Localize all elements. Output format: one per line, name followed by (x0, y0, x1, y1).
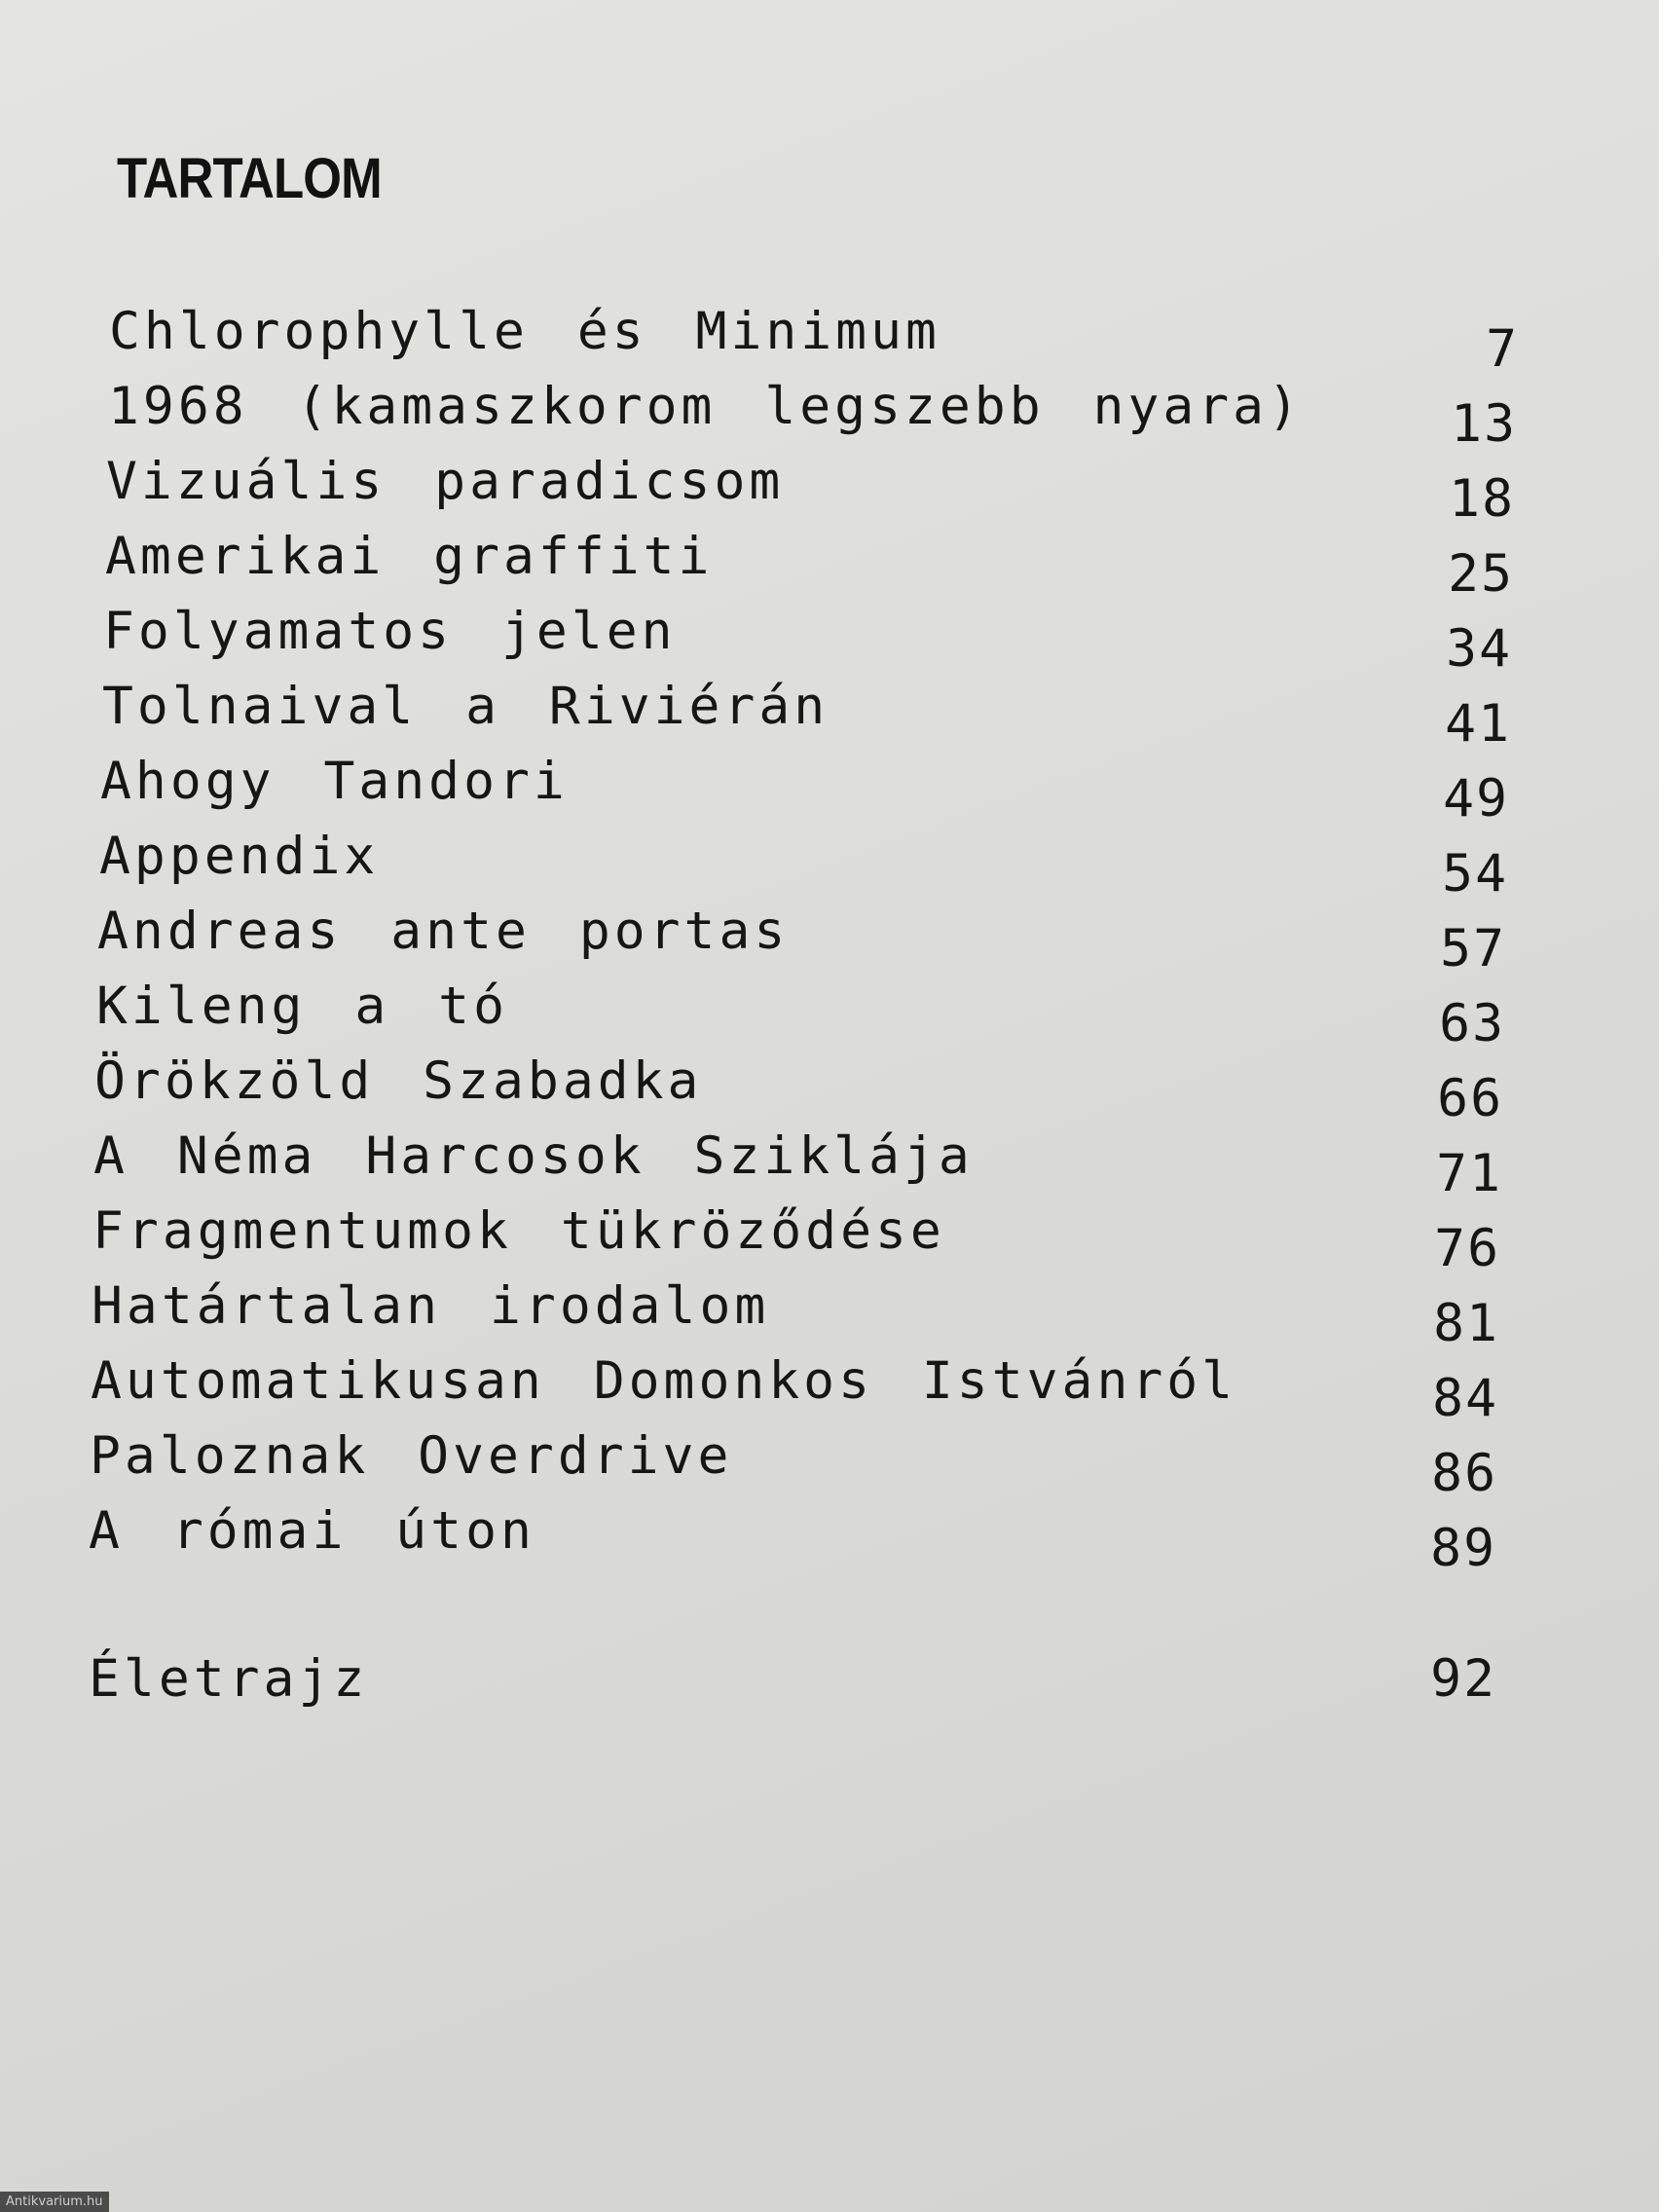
toc-entry (108, 377, 1517, 454)
watermark: Antikvarium.hu (0, 2192, 109, 2212)
toc-entry-title: Örökzöld Szabadka (94, 1051, 703, 1111)
toc-entry (96, 977, 1505, 1051)
toc-entry-title: Chlorophylle és Minimum (109, 302, 940, 361)
toc-entry-title: Vizuális paradicsom (106, 452, 785, 511)
toc-entry-title: Automatikusan Domonkos Istvánról (91, 1351, 1237, 1411)
toc-entry-page: 86 (1431, 1444, 1497, 1503)
toc-entry (93, 1126, 1502, 1203)
toc-entry (92, 1201, 1500, 1278)
toc-entry-title: Amerikai graffiti (105, 527, 714, 586)
toc-entry (100, 752, 1509, 829)
toc-entry-page: 34 (1446, 619, 1512, 679)
toc-entry (102, 677, 1511, 754)
toc-entry-page: 76 (1434, 1219, 1500, 1278)
toc-entry (105, 527, 1514, 604)
toc-entry-page: 49 (1443, 769, 1509, 829)
toc-entry (106, 452, 1515, 529)
toc-entry-title: Folyamatos jelen (103, 602, 677, 661)
toc-entry-page: 7 (1486, 319, 1519, 379)
toc-entry-title: Andreas ante portas (97, 902, 790, 961)
toc-entry-page: 71 (1436, 1144, 1502, 1203)
toc-entry-title: Kileng a tó (96, 977, 508, 1036)
toc-entry-page: 13 (1451, 394, 1517, 454)
toc-entry-page: 18 (1449, 469, 1515, 529)
toc-entry-title: A római úton (89, 1501, 535, 1561)
toc-entry (97, 902, 1506, 976)
toc-entry (92, 1276, 1499, 1353)
toc-entry (103, 602, 1512, 679)
toc-entry (109, 302, 1519, 379)
toc-entry-page: 92 (1430, 1649, 1496, 1709)
toc-entry-page: 66 (1437, 1069, 1503, 1128)
toc-entry-title: Paloznak Overdrive (90, 1426, 733, 1486)
toc-entry (94, 1051, 1503, 1128)
toc-entry-title: Határtalan irodalom (92, 1276, 770, 1336)
toc-entry (99, 827, 1508, 901)
toc-entry-title: Appendix (99, 827, 380, 886)
page-title: TARTALOM (117, 147, 382, 210)
toc-entry-page: 54 (1442, 844, 1508, 903)
toc-entry-page: 63 (1439, 994, 1505, 1053)
toc-entry-title: Fragmentumok tükröződése (92, 1201, 945, 1261)
toc-entry-biography (89, 1649, 1496, 1723)
toc-entry-title: Ahogy Tandori (100, 752, 569, 811)
toc-entry-page: 41 (1445, 694, 1511, 754)
toc-entry-page: 25 (1448, 544, 1514, 604)
toc-entry-title: A Néma Harcosok Sziklája (93, 1126, 974, 1186)
toc-entry (89, 1501, 1496, 1578)
toc-entry-page: 84 (1432, 1369, 1498, 1428)
toc-entry-title: Életrajz (89, 1649, 369, 1709)
toc-entry (90, 1426, 1497, 1503)
toc-entry-page: 89 (1430, 1519, 1496, 1578)
toc-entry-title: 1968 (kamaszkorom legszebb nyara) (108, 377, 1303, 436)
toc-entry (91, 1351, 1498, 1428)
toc-entry-page: 81 (1433, 1294, 1499, 1353)
toc-entry-title: Tolnaival a Riviérán (102, 677, 830, 736)
toc-entry-page: 57 (1440, 919, 1506, 978)
